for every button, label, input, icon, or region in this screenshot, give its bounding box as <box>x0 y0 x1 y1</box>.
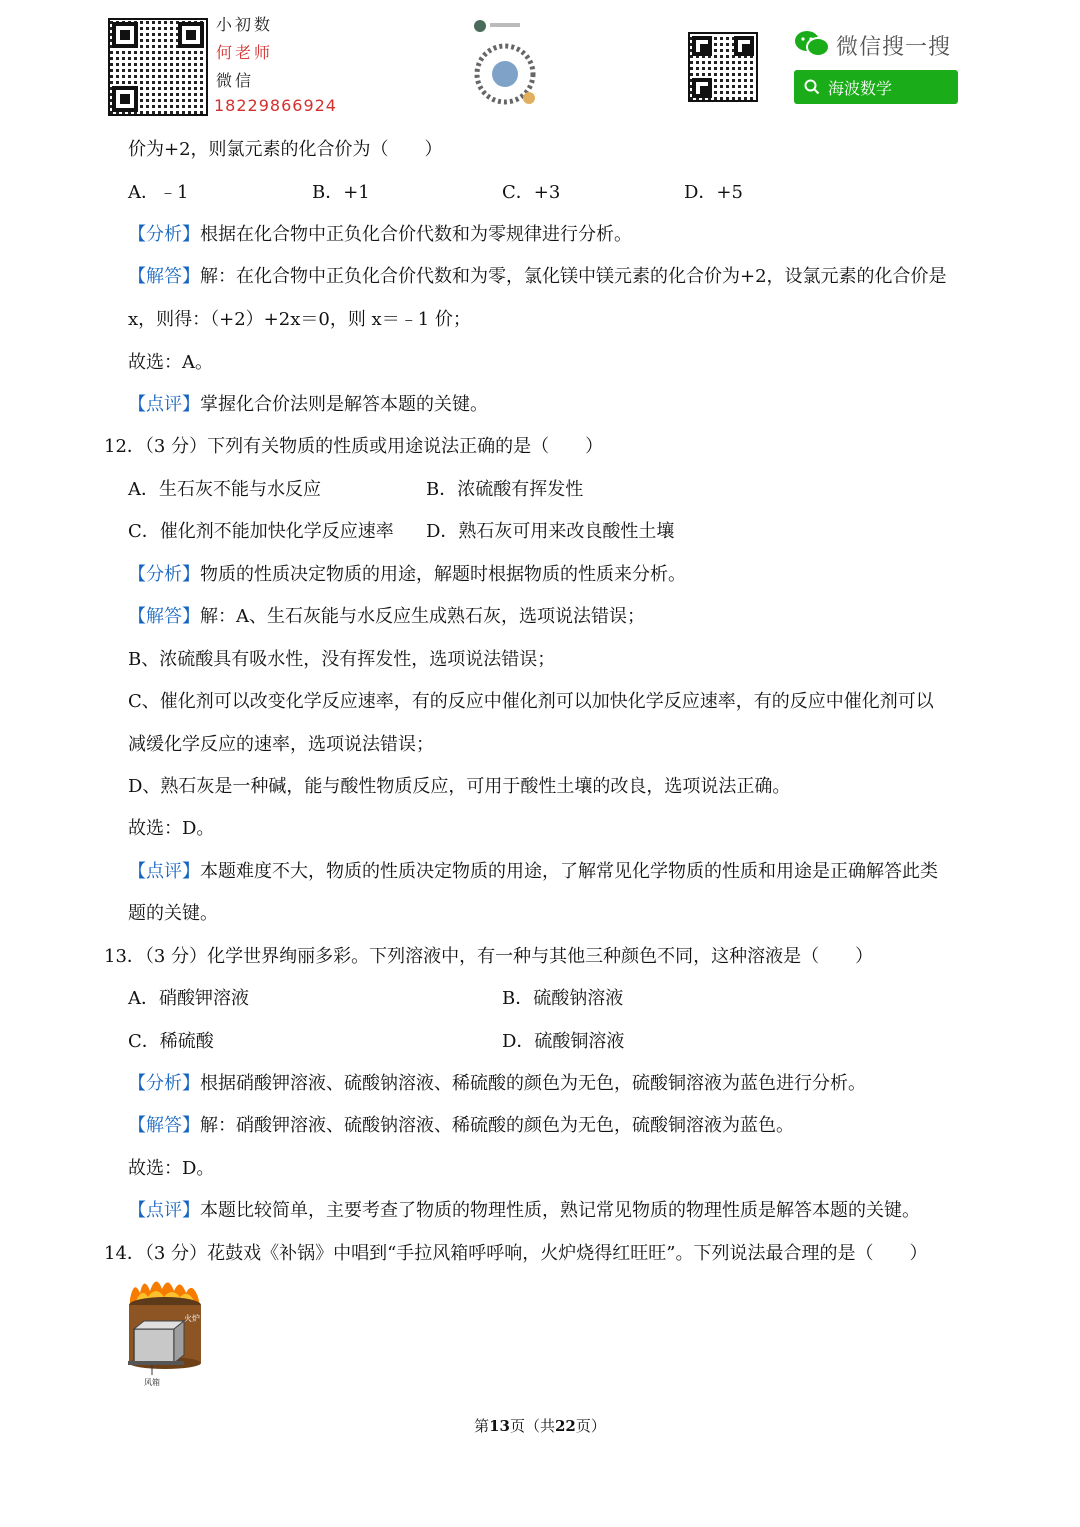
furnace-bellows-figure <box>126 1275 204 1395</box>
option-b: B．硫酸钠溶液 <box>502 988 624 1009</box>
question-13: 13．（3 分）化学世界绚丽多彩。下列溶液中，有一种与其他三种颜色不同，这种溶液是（ ） <box>104 946 874 967</box>
option-b: B．浓硫酸有挥发性 <box>426 479 584 500</box>
comment-line: 【点评】本题比较简单，主要考查了物质的物理性质，熟记常见物质的物理性质是解答本题的关键。 <box>128 1200 920 1221</box>
contact-phone: 18229866924 <box>214 96 337 115</box>
analysis-tag: 【分析】 <box>128 1073 200 1094</box>
furnace-label: 火炉 <box>184 1314 200 1323</box>
analysis-line: 【分析】根据在化合物中正负化合价代数和为零规律进行分析。 <box>128 224 632 245</box>
option-d: D．熟石灰可用来改良酸性土壤 <box>426 521 675 542</box>
page-number: 第13页（共22页） <box>474 1417 606 1435</box>
analysis-tag: 【分析】 <box>128 564 200 585</box>
analysis-line: 【分析】物质的性质决定物质的用途，解题时根据物质的性质来分析。 <box>128 564 686 585</box>
answer-line: 故选：D。 <box>128 818 215 839</box>
solution-tag: 【解答】 <box>128 266 200 287</box>
search-icon <box>804 79 820 95</box>
bellows-label: 风箱 <box>144 1378 160 1387</box>
comment-tag: 【点评】 <box>128 861 200 882</box>
solution-line: x，则得：（+2）+2x＝0，则 x＝﹣1 价； <box>128 309 471 330</box>
question-line: 价为+2，则氯元素的化合价为（ ） <box>128 139 443 160</box>
solution-line: 【解答】解：在化合物中正负化合价代数和为零，氯化镁中镁元素的化合价为+2，设氯元素的化合价是 <box>128 266 947 287</box>
analysis-tag: 【分析】 <box>128 224 200 245</box>
solution-line: 【解答】解：硝酸钾溶液、硫酸钠溶液、稀硫酸的颜色为无色，硫酸铜溶液为蓝色。 <box>128 1115 794 1136</box>
solution-line: C、催化剂可以改变化学反应速率，有的反应中催化剂可以加快化学反应速率，有的反应中催化剂可以 <box>128 691 934 712</box>
solution-line: 减缓化学反应的速率，选项说法错误； <box>128 734 434 755</box>
solution-tag: 【解答】 <box>128 606 200 627</box>
contact-line: 微信 <box>216 71 255 90</box>
solution-line: 【解答】解：A、生石灰能与水反应生成熟石灰，选项说法错误； <box>128 606 645 627</box>
comment-line: 题的关键。 <box>128 903 218 924</box>
option-a: A．﹣1 <box>128 182 189 203</box>
page-header <box>0 0 1080 130</box>
option-c: C．+3 <box>502 182 561 203</box>
option-a: A．硝酸钾溶液 <box>128 988 249 1009</box>
qr-code-icon <box>108 18 208 116</box>
answer-line: 故选：D。 <box>128 1158 215 1179</box>
comment-tag: 【点评】 <box>128 1200 200 1221</box>
option-a: A．生石灰不能与水反应 <box>128 479 321 500</box>
contact-line: 何老师 <box>216 43 274 62</box>
answer-line: 故选：A。 <box>128 352 213 373</box>
qr-code-icon <box>688 32 758 102</box>
comment-tag: 【点评】 <box>128 394 200 415</box>
wechat-logo-icon <box>794 30 830 58</box>
question-14: 14．（3 分）花鼓戏《补锅》中唱到“手拉风箱呼呼响，火炉烧得红旺旺”。下列说法最合理的是（ ） <box>104 1243 928 1264</box>
option-d: D．+5 <box>684 182 743 203</box>
option-b: B．+1 <box>312 182 370 203</box>
option-d: D．硫酸铜溶液 <box>502 1031 625 1052</box>
wechat-search-label: 微信搜一搜 <box>836 34 952 59</box>
solution-line: D、熟石灰是一种碱，能与酸性物质反应，可用于酸性土壤的改良，选项说法正确。 <box>128 776 791 797</box>
analysis-line: 【分析】根据硝酸钾溶液、硫酸钠溶液、稀硫酸的颜色为无色，硫酸铜溶液为蓝色进行分析。 <box>128 1073 866 1094</box>
comment-line: 【点评】本题难度不大，物质的性质决定物质的用途，了解常见化学物质的性质和用途是正确解答此类 <box>128 861 938 882</box>
contact-line: 小初数 <box>216 15 274 34</box>
mini-program-code-icon <box>472 18 538 110</box>
option-c: C．催化剂不能加快化学反应速率 <box>128 521 394 542</box>
search-account-button[interactable] <box>794 70 958 104</box>
solution-line: B、浓硫酸具有吸水性，没有挥发性，选项说法错误； <box>128 649 556 670</box>
option-c: C．稀硫酸 <box>128 1031 214 1052</box>
search-button-label: 海波数学 <box>828 80 893 98</box>
question-12: 12．（3 分）下列有关物质的性质或用途说法正确的是（ ） <box>104 436 604 457</box>
solution-tag: 【解答】 <box>128 1115 200 1136</box>
comment-line: 【点评】掌握化合价法则是解答本题的关键。 <box>128 394 488 415</box>
